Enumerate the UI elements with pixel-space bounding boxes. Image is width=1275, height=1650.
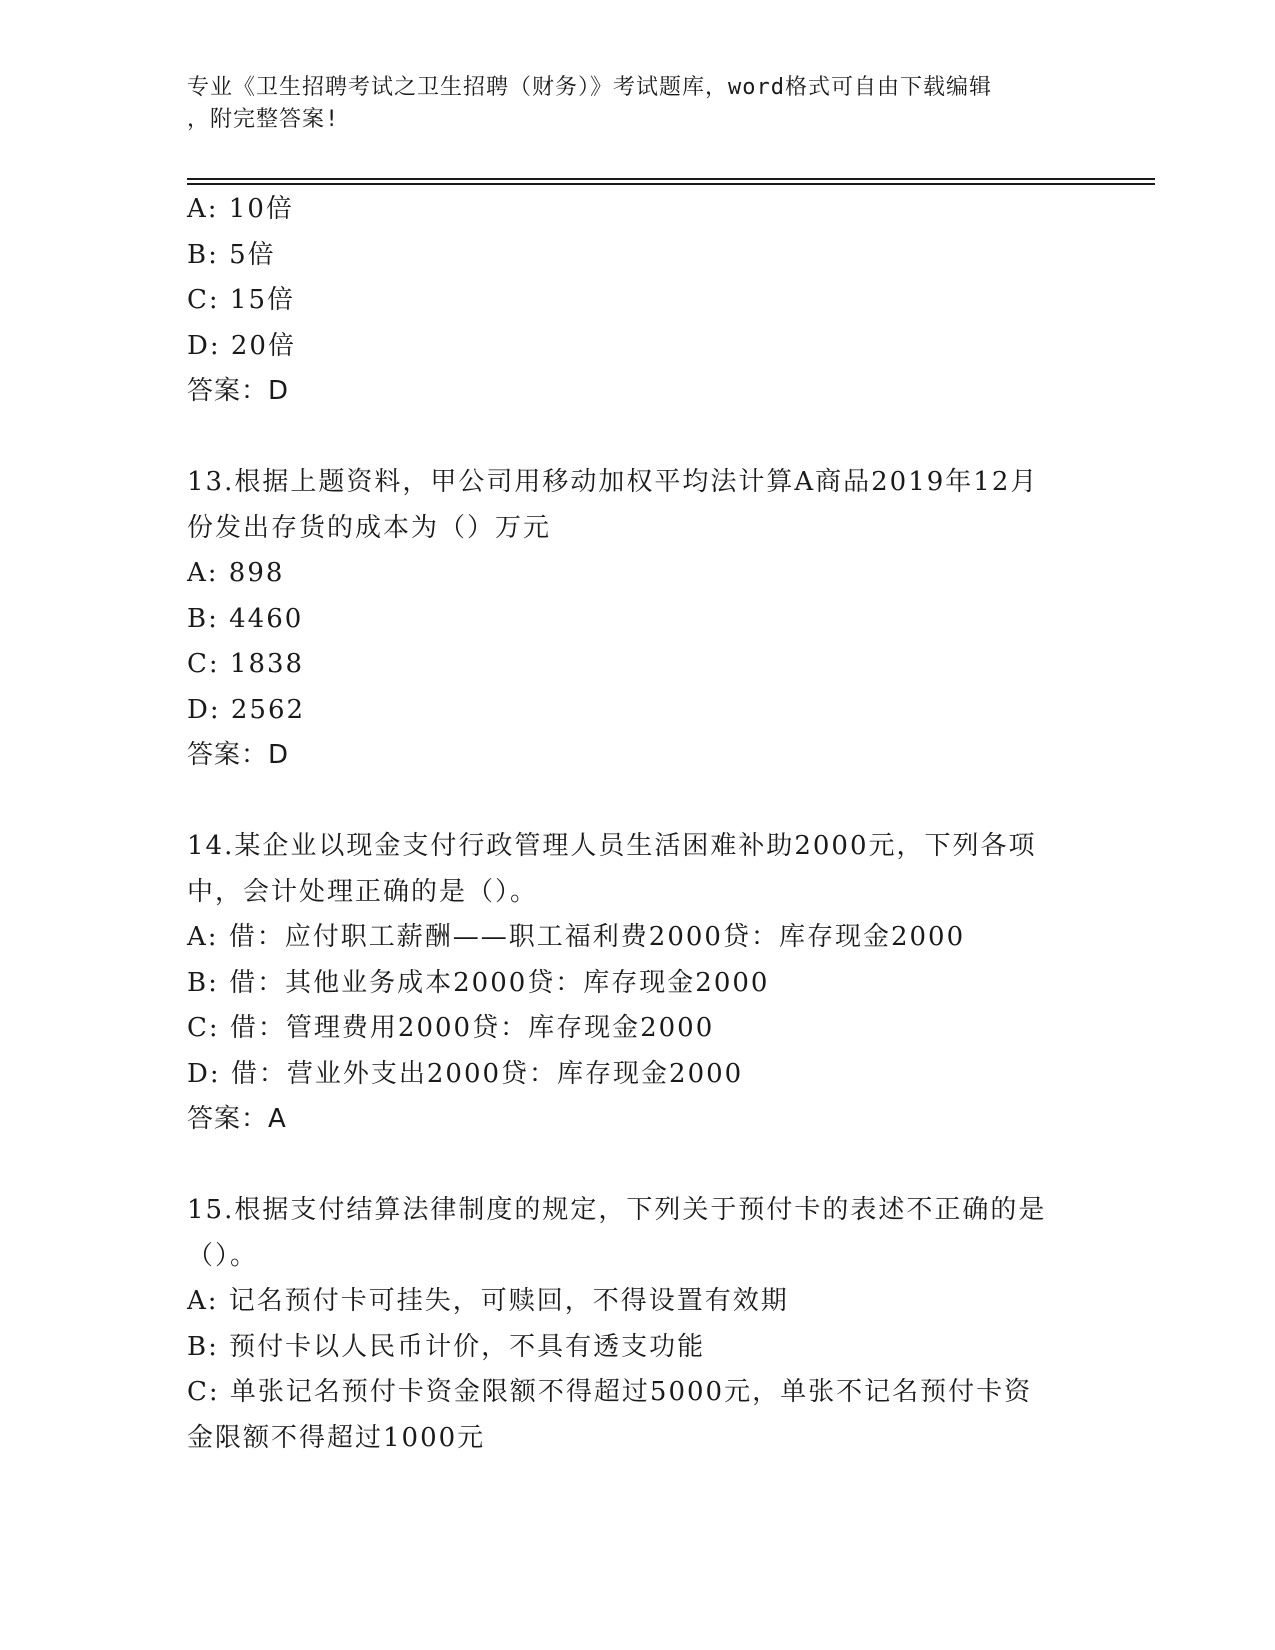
option-c: C: 单张记名预付卡资金限额不得超过5000元，单张不记名预付卡资 [187, 1377, 1033, 1407]
option-b: B: 预付卡以人民币计价，不具有透支功能 [187, 1331, 706, 1362]
document-body [187, 187, 1087, 1461]
answer: 答案：A [187, 1104, 287, 1134]
option-c-continued: 金限额不得超过1000元 [187, 1422, 486, 1453]
option-d: D: 2562 [187, 694, 306, 725]
option-b: B: 借：其他业务成本2000贷：库存现金2000 [187, 967, 770, 998]
question-15 [187, 1188, 1087, 1461]
header-divider-bottom [187, 183, 1155, 185]
question-stem-line-1: 13.根据上题资料，甲公司用移动加权平均法计算A商品2019年12月 [187, 467, 1039, 497]
option-a: A: 898 [187, 558, 285, 588]
question-14 [187, 824, 1087, 1143]
option-d: D: 20倍 [187, 330, 296, 361]
header-divider-top [187, 178, 1155, 180]
answer: 答案：D [187, 376, 290, 406]
question-stem-line-2: 中，会计处理正确的是（）。 [187, 876, 539, 907]
question-stem-line-2: 份发出存货的成本为（）万元 [187, 512, 552, 543]
option-c: C: 借：管理费用2000贷：库存现金2000 [187, 1013, 715, 1043]
question-stem-line-1: 15.根据支付结算法律制度的规定，下列关于预付卡的表述不正确的是 [187, 1195, 1047, 1225]
question-12 [187, 187, 1087, 415]
spacer [187, 415, 1087, 461]
option-b: B: 4460 [187, 603, 304, 634]
question-stem-line-2: （）。 [187, 1240, 259, 1271]
spacer [187, 779, 1087, 825]
document-header [187, 72, 1067, 136]
option-a: A: 10倍 [187, 194, 294, 224]
spacer [187, 1143, 1087, 1189]
option-a: A: 记名预付卡可挂失，可赎回，不得设置有效期 [187, 1286, 789, 1316]
option-b: B: 5倍 [187, 239, 276, 270]
header-line-2: ，附完整答案! [187, 107, 340, 132]
question-13 [187, 460, 1087, 779]
answer: 答案：D [187, 740, 290, 770]
question-stem-line-1: 14.某企业以现金支付行政管理人员生活困难补助2000元，下列各项 [187, 831, 1037, 861]
option-d: D: 借：营业外支出2000贷：库存现金2000 [187, 1058, 744, 1089]
option-c: C: 15倍 [187, 285, 296, 315]
option-c: C: 1838 [187, 649, 305, 679]
option-a: A: 借：应付职工薪酬——职工福利费2000贷：库存现金2000 [187, 922, 966, 952]
header-line-1: 专业《卫生招聘考试之卫生招聘（财务）》考试题库，word格式可自由下载编辑 [187, 75, 992, 100]
